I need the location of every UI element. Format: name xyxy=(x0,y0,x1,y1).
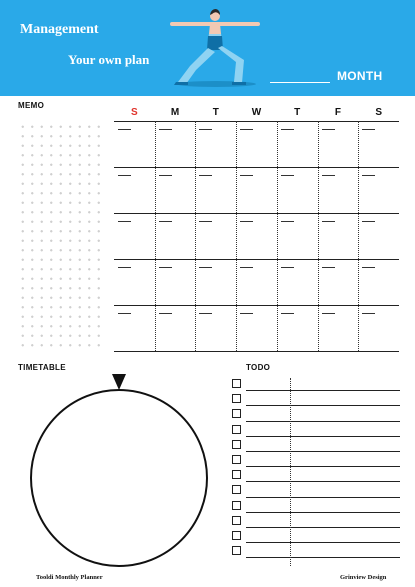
calendar-row-line xyxy=(114,121,399,122)
todo-checkbox[interactable] xyxy=(232,516,241,525)
calendar-date-slot[interactable] xyxy=(118,313,131,314)
brand-title: Management xyxy=(20,22,99,37)
calendar-date-slot[interactable] xyxy=(199,175,212,176)
calendar-date-slot[interactable] xyxy=(281,221,294,222)
calendar-row-line xyxy=(114,213,399,214)
calendar-date-slot[interactable] xyxy=(362,313,375,314)
calendar-date-slot[interactable] xyxy=(159,267,172,268)
calendar-date-slot[interactable] xyxy=(159,129,172,130)
todo-list xyxy=(232,376,400,558)
weekday-header xyxy=(114,104,399,120)
calendar-date-slot[interactable] xyxy=(362,221,375,222)
calendar-date-slot[interactable] xyxy=(281,267,294,268)
weekday-tue: T xyxy=(212,107,219,118)
todo-checkbox[interactable] xyxy=(232,440,241,449)
weekday-sat: S xyxy=(375,107,382,118)
calendar-date-slot[interactable] xyxy=(362,129,375,130)
calendar-date-slot[interactable] xyxy=(199,267,212,268)
calendar-column-line xyxy=(236,121,237,351)
todo-checkbox[interactable] xyxy=(232,379,241,388)
calendar-date-slot[interactable] xyxy=(118,221,131,222)
footer-right-text: Grinview Design xyxy=(340,574,387,581)
todo-row[interactable] xyxy=(232,391,400,406)
calendar-row-line xyxy=(114,167,399,168)
todo-divider xyxy=(290,378,291,566)
calendar-column-line xyxy=(358,121,359,351)
calendar-row-line xyxy=(114,259,399,260)
todo-row[interactable] xyxy=(232,437,400,452)
calendar-date-slot[interactable] xyxy=(240,221,253,222)
month-label: MONTH xyxy=(337,69,383,83)
calendar-date-slot[interactable] xyxy=(118,175,131,176)
calendar-date-slot[interactable] xyxy=(322,267,335,268)
calendar-date-slot[interactable] xyxy=(159,221,172,222)
todo-row[interactable] xyxy=(232,543,400,558)
todo-checkbox[interactable] xyxy=(232,455,241,464)
calendar-column-line xyxy=(277,121,278,351)
calendar-date-slot[interactable] xyxy=(322,129,335,130)
calendar-date-slot[interactable] xyxy=(322,175,335,176)
calendar-date-slot[interactable] xyxy=(159,175,172,176)
calendar-date-slot[interactable] xyxy=(281,313,294,314)
weekday-thu: T xyxy=(294,107,301,118)
memo-dot-grid[interactable] xyxy=(18,122,104,352)
calendar-column-line xyxy=(195,121,196,351)
clock-marker-icon xyxy=(112,374,126,390)
month-underline[interactable] xyxy=(270,82,330,83)
timetable-clock-circle[interactable] xyxy=(14,370,214,570)
calendar-grid[interactable] xyxy=(114,121,399,351)
todo-row[interactable] xyxy=(232,528,400,543)
calendar-date-slot[interactable] xyxy=(159,313,172,314)
todo-checkbox[interactable] xyxy=(232,501,241,510)
calendar-date-slot[interactable] xyxy=(199,129,212,130)
timetable-label: TIMETABLE xyxy=(18,363,66,372)
todo-checkbox[interactable] xyxy=(232,546,241,555)
weekday-sun: S xyxy=(131,107,138,118)
calendar-date-slot[interactable] xyxy=(281,129,294,130)
calendar-date-slot[interactable] xyxy=(240,313,253,314)
calendar-date-slot[interactable] xyxy=(322,221,335,222)
todo-row[interactable] xyxy=(232,467,400,482)
todo-row[interactable] xyxy=(232,498,400,513)
todo-row[interactable] xyxy=(232,406,400,421)
calendar-date-slot[interactable] xyxy=(362,175,375,176)
calendar-date-slot[interactable] xyxy=(240,129,253,130)
todo-checkbox[interactable] xyxy=(232,470,241,479)
todo-row[interactable] xyxy=(232,482,400,497)
calendar-date-slot[interactable] xyxy=(240,175,253,176)
todo-row[interactable] xyxy=(232,513,400,528)
calendar-date-slot[interactable] xyxy=(199,313,212,314)
calendar-row-line xyxy=(114,305,399,306)
todo-checkbox[interactable] xyxy=(232,409,241,418)
slogan-text: Your own plan xyxy=(68,52,150,67)
todo-row[interactable] xyxy=(232,376,400,391)
weekday-fri: F xyxy=(334,107,341,118)
calendar-column-line xyxy=(155,121,156,351)
calendar-date-slot[interactable] xyxy=(199,221,212,222)
calendar-date-slot[interactable] xyxy=(322,313,335,314)
weekday-wed: W xyxy=(251,107,262,118)
todo-checkbox[interactable] xyxy=(232,425,241,434)
todo-label: TODO xyxy=(246,363,271,372)
calendar-date-slot[interactable] xyxy=(362,267,375,268)
todo-line xyxy=(246,557,400,558)
yoga-figure-illustration xyxy=(160,6,270,88)
calendar-date-slot[interactable] xyxy=(281,175,294,176)
header-banner xyxy=(0,0,415,96)
todo-checkbox[interactable] xyxy=(232,394,241,403)
calendar-date-slot[interactable] xyxy=(240,267,253,268)
todo-checkbox[interactable] xyxy=(232,531,241,540)
todo-checkbox[interactable] xyxy=(232,485,241,494)
todo-row[interactable] xyxy=(232,422,400,437)
footer-left-text: Tooldi Monthly Planner xyxy=(36,574,103,581)
memo-label: MEMO xyxy=(18,101,45,110)
calendar-row-line xyxy=(114,351,399,352)
calendar-date-slot[interactable] xyxy=(118,267,131,268)
todo-row[interactable] xyxy=(232,452,400,467)
calendar-date-slot[interactable] xyxy=(118,129,131,130)
calendar-column-line xyxy=(318,121,319,351)
weekday-mon: M xyxy=(170,107,180,118)
